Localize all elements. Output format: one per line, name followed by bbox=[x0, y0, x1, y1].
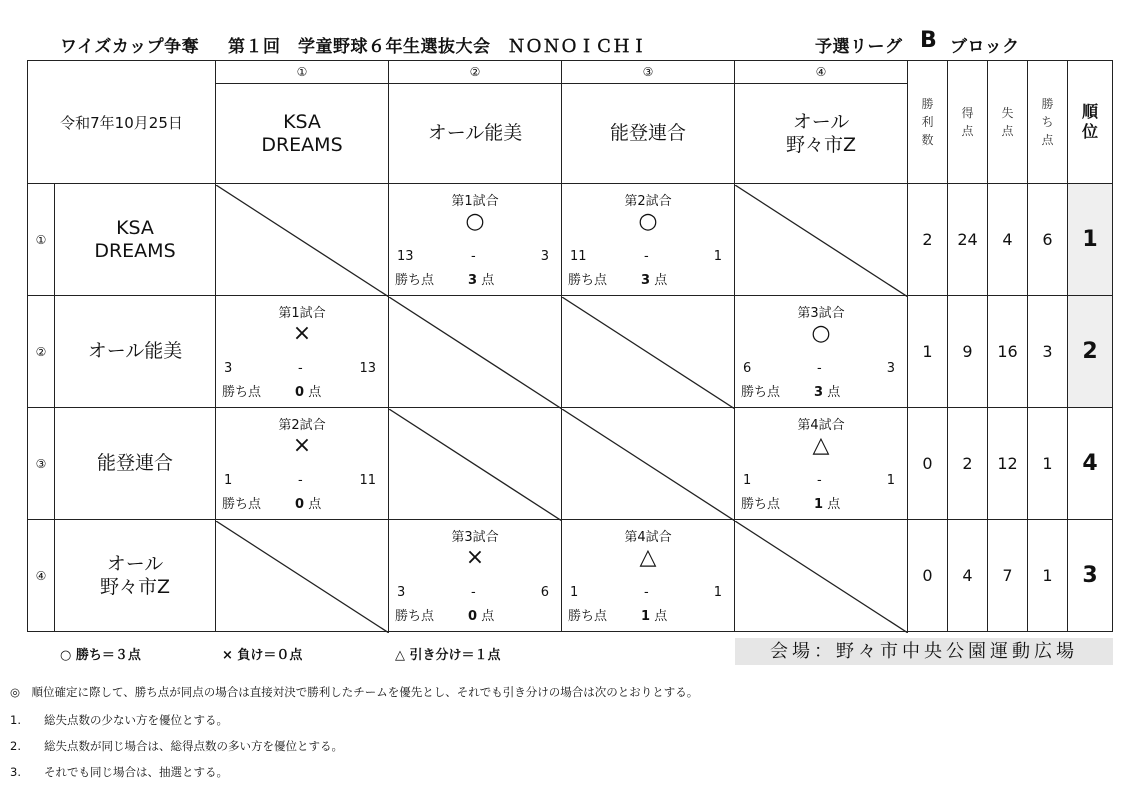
cup-name: ワイズカップ争奪 bbox=[60, 37, 200, 57]
score-left: 11 bbox=[570, 248, 587, 264]
col-team-name: KSA DREAMS bbox=[216, 84, 389, 184]
stat-allowed: 7 bbox=[988, 520, 1028, 632]
stat-scored: 4 bbox=[948, 520, 988, 632]
match-points: 勝ち点 0 点 bbox=[222, 384, 322, 400]
result-symbol-icon: × bbox=[465, 544, 485, 570]
game-number: 第2試合 bbox=[624, 193, 672, 209]
stat-scored: 24 bbox=[948, 184, 988, 296]
stat-allowed: 4 bbox=[988, 184, 1028, 296]
row-team-no: ③ bbox=[28, 408, 55, 520]
header-rank: 順 位 bbox=[1068, 61, 1113, 184]
team-row bbox=[28, 184, 1113, 296]
legend-win: ○ 勝ち＝３点 bbox=[60, 648, 141, 663]
note-1: 1. 総失点数の少ない方を優位とする。 bbox=[10, 713, 228, 727]
note-3: 3. それでも同じ場合は、抽選とする。 bbox=[10, 765, 228, 779]
match-result-cell bbox=[735, 296, 908, 408]
match-points: 勝ち点 1 点 bbox=[568, 608, 668, 624]
tournament-title: 第１回 学童野球６年生選抜大会 ＮＯＮＯＩＣＨＩ bbox=[228, 37, 648, 57]
diagonal-line bbox=[216, 185, 389, 297]
game-number: 第1試合 bbox=[278, 305, 326, 321]
score-left: 3 bbox=[224, 360, 233, 376]
match-date: 令和7年10月25日 bbox=[28, 61, 216, 184]
game-number: 第4試合 bbox=[624, 529, 672, 545]
score-dash: - bbox=[471, 584, 476, 600]
venue: 会場：野々市中央公園運動広場 bbox=[735, 638, 1113, 665]
row-team-name: KSA DREAMS bbox=[55, 184, 216, 296]
score-right: 1 bbox=[713, 248, 722, 264]
match-points: 勝ち点 3 点 bbox=[741, 384, 841, 400]
team-rank: 1 bbox=[1068, 184, 1113, 296]
note-main: ◎ 順位確定に際して、勝ち点が同点の場合は直接対決で勝利したチームを優先とし、それでも引き分けの場合は次のとおりとする。 bbox=[10, 685, 699, 699]
header-wins: 勝 利 数 bbox=[908, 61, 948, 184]
score-right: 6 bbox=[540, 584, 549, 600]
team-rank: 4 bbox=[1068, 408, 1113, 520]
diagonal-line bbox=[216, 521, 389, 633]
block-suffix: ブロック bbox=[950, 37, 1020, 57]
stat-points: 6 bbox=[1028, 184, 1068, 296]
col-team-name: オール 野々市Z bbox=[735, 84, 908, 184]
empty-cell bbox=[216, 184, 389, 296]
diagonal-line bbox=[735, 185, 908, 297]
result-symbol-icon: △ bbox=[812, 432, 830, 458]
header-allowed: 失 点 bbox=[988, 61, 1028, 184]
empty-cell bbox=[735, 520, 908, 632]
empty-cell bbox=[735, 184, 908, 296]
score-right: 11 bbox=[359, 472, 376, 488]
match-result-cell bbox=[389, 184, 562, 296]
stat-allowed: 16 bbox=[988, 296, 1028, 408]
empty-cell bbox=[389, 408, 562, 520]
empty-cell bbox=[562, 408, 735, 520]
match-points: 勝ち点 3 点 bbox=[395, 272, 495, 288]
game-number: 第3試合 bbox=[451, 529, 499, 545]
row-team-name: オール能美 bbox=[55, 296, 216, 408]
empty-cell bbox=[389, 296, 562, 408]
score-dash: - bbox=[471, 248, 476, 264]
score-right: 1 bbox=[886, 472, 895, 488]
stat-points: 1 bbox=[1028, 408, 1068, 520]
row-team-no: ① bbox=[28, 184, 55, 296]
score-right: 3 bbox=[886, 360, 895, 376]
score-right: 3 bbox=[540, 248, 549, 264]
result-symbol-icon: ○ bbox=[465, 208, 485, 234]
match-points: 勝ち点 0 点 bbox=[395, 608, 495, 624]
score-dash: - bbox=[298, 360, 303, 376]
row-team-name: 能登連合 bbox=[55, 408, 216, 520]
match-result-cell bbox=[562, 184, 735, 296]
stat-scored: 2 bbox=[948, 408, 988, 520]
game-number: 第3試合 bbox=[797, 305, 845, 321]
row-team-no: ④ bbox=[28, 520, 55, 632]
result-symbol-icon: ○ bbox=[811, 320, 831, 346]
match-result-cell bbox=[562, 520, 735, 632]
result-symbol-icon: × bbox=[292, 432, 312, 458]
result-symbol-icon: × bbox=[292, 320, 312, 346]
score-left: 3 bbox=[397, 584, 406, 600]
stat-scored: 9 bbox=[948, 296, 988, 408]
note-2: 2. 総失点数が同じ場合は、総得点数の多い方を優位とする。 bbox=[10, 739, 343, 753]
row-team-name: オール 野々市Z bbox=[55, 520, 216, 632]
match-result-cell bbox=[389, 520, 562, 632]
stat-wins: 2 bbox=[908, 184, 948, 296]
result-symbol-icon: ○ bbox=[638, 208, 658, 234]
header-points: 勝 ち 点 bbox=[1028, 61, 1068, 184]
diagonal-line bbox=[389, 409, 562, 521]
stat-allowed: 12 bbox=[988, 408, 1028, 520]
game-number: 第4試合 bbox=[797, 417, 845, 433]
score-right: 1 bbox=[713, 584, 722, 600]
score-left: 1 bbox=[224, 472, 233, 488]
header-scored: 得 点 bbox=[948, 61, 988, 184]
stat-points: 3 bbox=[1028, 296, 1068, 408]
legend-loss: × 負け＝０点 bbox=[222, 648, 303, 663]
empty-cell bbox=[216, 520, 389, 632]
score-left: 6 bbox=[743, 360, 752, 376]
score-right: 13 bbox=[359, 360, 376, 376]
col-team-no: ③ bbox=[562, 61, 735, 84]
col-team-no: ④ bbox=[735, 61, 908, 84]
stat-points: 1 bbox=[1028, 520, 1068, 632]
diagonal-line bbox=[735, 521, 908, 633]
team-row bbox=[28, 520, 1113, 632]
team-rank: 3 bbox=[1068, 520, 1113, 632]
stat-wins: 0 bbox=[908, 520, 948, 632]
game-number: 第1試合 bbox=[451, 193, 499, 209]
match-points: 勝ち点 0 点 bbox=[222, 496, 322, 512]
match-result-cell bbox=[735, 408, 908, 520]
col-team-no: ② bbox=[389, 61, 562, 84]
game-number: 第2試合 bbox=[278, 417, 326, 433]
score-dash: - bbox=[644, 248, 649, 264]
diagonal-line bbox=[562, 297, 735, 409]
score-dash: - bbox=[817, 472, 822, 488]
score-left: 1 bbox=[743, 472, 752, 488]
block-letter: B bbox=[920, 28, 938, 53]
match-points: 勝ち点 1 点 bbox=[741, 496, 841, 512]
score-dash: - bbox=[817, 360, 822, 376]
col-team-no: ① bbox=[216, 61, 389, 84]
team-row bbox=[28, 408, 1113, 520]
stat-wins: 1 bbox=[908, 296, 948, 408]
score-dash: - bbox=[644, 584, 649, 600]
col-team-name: 能登連合 bbox=[562, 84, 735, 184]
diagonal-line bbox=[389, 297, 562, 409]
team-rank: 2 bbox=[1068, 296, 1113, 408]
match-result-cell bbox=[216, 408, 389, 520]
team-row bbox=[28, 296, 1113, 408]
diagonal-line bbox=[562, 409, 735, 521]
match-points: 勝ち点 3 点 bbox=[568, 272, 668, 288]
row-team-no: ② bbox=[28, 296, 55, 408]
score-dash: - bbox=[298, 472, 303, 488]
empty-cell bbox=[562, 296, 735, 408]
score-left: 13 bbox=[397, 248, 414, 264]
legend-draw: △ 引き分け＝１点 bbox=[395, 648, 501, 663]
score-left: 1 bbox=[570, 584, 579, 600]
league-table bbox=[27, 60, 1113, 632]
league-label: 予選リーグ bbox=[815, 37, 903, 57]
match-result-cell bbox=[216, 296, 389, 408]
stat-wins: 0 bbox=[908, 408, 948, 520]
page-header bbox=[0, 0, 1145, 60]
col-team-name: オール能美 bbox=[389, 84, 562, 184]
result-symbol-icon: △ bbox=[639, 544, 657, 570]
